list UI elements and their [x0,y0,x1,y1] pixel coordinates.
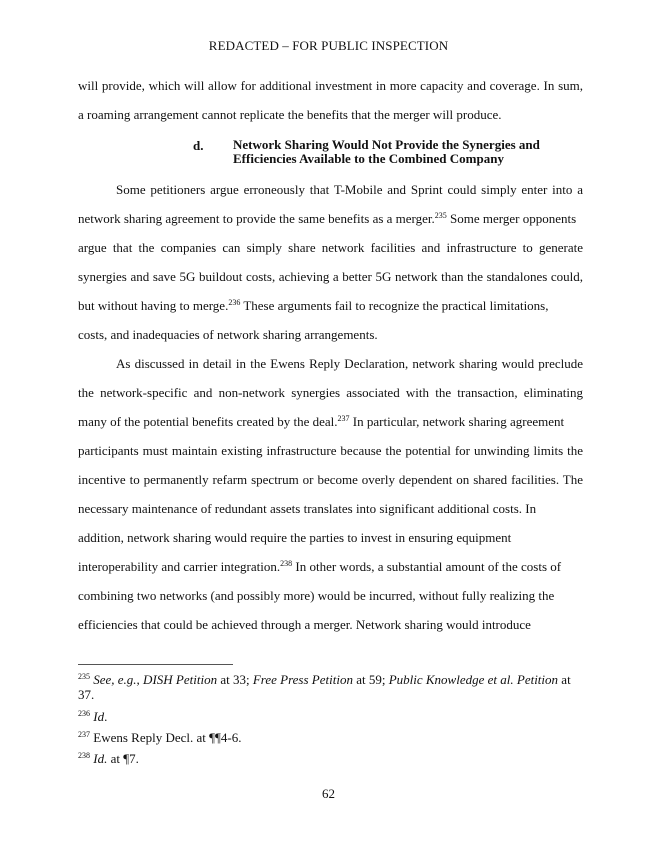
text-span: These arguments fail to recognize the practical limitations, [240,298,549,313]
page-header: REDACTED – FOR PUBLIC INSPECTION [208,38,449,53]
footnote-number: 236 [78,709,90,718]
citation-text: Public Knowledge et al. Petition [388,672,559,687]
text-line: synergies and save 5G buildout costs, achieving a better 5G network than the standalones could, [78,269,583,284]
text-line: a roaming arrangement cannot replicate the benefits that the merger will produce. [78,107,502,122]
section-letter: d. [193,138,204,153]
citation-text: at 33; [217,672,253,687]
text-line: combining two networks (and possibly more) would be incurred, without fully realizing the [78,588,555,603]
footnote-number: 235 [78,672,90,681]
citation-text: Free Press Petition [252,672,353,687]
citation-text: Id. [93,751,108,766]
text-line: addition, network sharing would require the parties to invest in ensuring equipment [78,530,512,545]
footnote-ref: 237 [337,414,350,423]
text-span: interoperability and carrier integration. [78,559,281,574]
citation-text: See, e.g., DISH Petition [93,672,218,687]
citation-text: at 59; [352,672,389,687]
text-line [78,559,561,575]
citation-text: Ewens Reply Decl. at ¶¶4-6. [90,730,242,745]
text-line [78,298,549,314]
text-line: As discussed in detail in the Ewens Reply Declaration, network sharing would preclude [116,356,583,371]
text-line: the network-specific and non-network synergies associated with the transaction, eliminating [78,385,583,400]
footnote-238 [78,751,583,766]
text-span: In particular, network sharing agreement [349,414,565,429]
section-title-line: Efficiencies Available to the Combined Company [233,151,504,166]
section-title [233,138,540,166]
text-span: Some merger opponents [446,211,577,226]
text-line: participants must maintain existing infrastructure because the potential for unwinding limits the [78,443,583,458]
footnote-235 [78,672,583,702]
text-span: many of the potential benefits created by the deal. [78,414,338,429]
footnote-ref: 238 [280,559,293,568]
footnote-ref: 235 [434,211,447,220]
footnote-ref: 236 [228,298,241,307]
citation-text: 37. [78,687,95,702]
text-line: incentive to permanently refarm spectrum or become overly dependent on shared facilities. The [78,472,583,487]
text-line [78,211,576,227]
text-span: but without having to merge. [78,298,229,313]
text-span: network sharing agreement to provide the same benefits as a merger. [78,211,435,226]
footnote-divider [78,664,233,665]
text-span: In other words, a substantial amount of the costs of [292,559,562,574]
section-title-line: Network Sharing Would Not Provide the Synergies and [233,137,540,152]
footnote-number: 237 [78,730,90,739]
citation-text: . [104,709,108,724]
citation-text: at [558,672,571,687]
citation-text: Id [93,709,105,724]
citation-text: at ¶7. [107,751,139,766]
footnote-236 [78,709,583,724]
page-number: 62 [322,786,335,801]
footnote-number: 238 [78,751,90,760]
footnote-237 [78,730,583,745]
text-line: argue that the companies can simply share network facilities and infrastructure to generate [78,240,583,255]
text-line: will provide, which will allow for additional investment in more capacity and coverage. In sum, [78,78,583,93]
text-line: necessary maintenance of redundant assets translates into significant additional costs. In [78,501,537,516]
text-line: costs, and inadequacies of network sharing arrangements. [78,327,378,342]
text-line: efficiencies that could be achieved through a merger. Network sharing would introduce [78,617,531,632]
text-line: Some petitioners argue erroneously that T-Mobile and Sprint could simply enter into a [116,182,583,197]
text-line [78,414,564,430]
